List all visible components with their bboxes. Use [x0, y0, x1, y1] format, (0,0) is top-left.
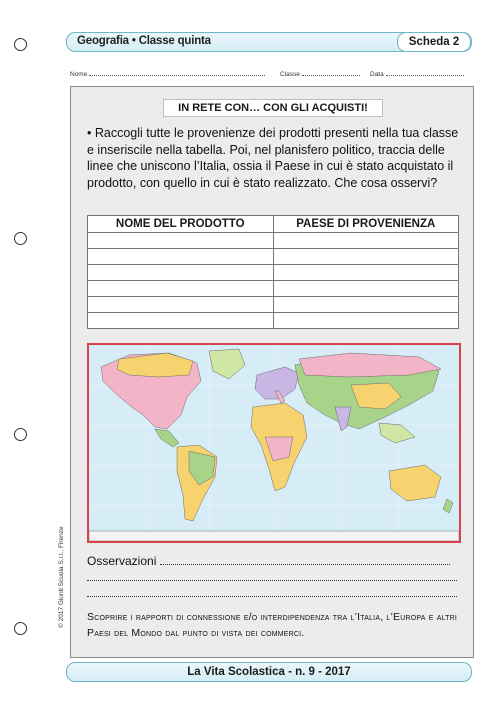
product-cell[interactable]: [88, 281, 274, 297]
table-row: [88, 313, 459, 329]
product-cell[interactable]: [88, 313, 274, 329]
worksheet-card: [70, 86, 474, 658]
table-row: [88, 281, 459, 297]
antarctica-shape: [89, 531, 459, 541]
greenland-shape: [209, 349, 245, 379]
sheet-badge: Scheda 2: [397, 32, 471, 52]
country-cell[interactable]: [273, 233, 459, 249]
footer-bar: La Vita Scolastica - n. 9 - 2017: [66, 662, 472, 682]
date-label: Data: [370, 71, 384, 78]
product-cell[interactable]: [88, 265, 274, 281]
class-field[interactable]: [302, 69, 360, 76]
product-cell[interactable]: [88, 297, 274, 313]
country-cell[interactable]: [273, 297, 459, 313]
instruction-text: • Raccogli tutte le provenienze dei prodotti presenti nella tua classe e inseriscile nella tabella. Poi, nel planisfero politico, traccia delle linee che uniscono l’Italia, ossia il Paese in cui è stato acquistato il prodotto, con quello in cui è stato realizzato. Che cosa osservi?: [87, 126, 459, 190]
product-cell[interactable]: [88, 233, 274, 249]
world-political-map[interactable]: [87, 343, 461, 543]
table-header-country: PAESE DI PROVENIENZA: [273, 216, 459, 233]
date-field[interactable]: [386, 69, 464, 76]
australia-shape: [389, 465, 441, 501]
observations-line[interactable]: [87, 570, 457, 581]
products-table: [87, 215, 459, 329]
observations-line[interactable]: [160, 554, 450, 565]
name-label: Nome: [70, 71, 88, 78]
table-row: [88, 249, 459, 265]
binder-hole: [14, 38, 27, 51]
table-row: [88, 233, 459, 249]
new-zealand-shape: [443, 499, 453, 513]
southeast-asia-shape: [379, 423, 415, 443]
class-label: Classe: [280, 71, 300, 78]
binder-hole: [14, 428, 27, 441]
learning-objective: Scoprire i rapporti di connessione e/o interdipendenza tra l’Italia, l’Europa e altri Paesi del Mondo dal punto di vista dei commerci.: [87, 611, 458, 639]
table-row: [88, 265, 459, 281]
student-fields: [70, 69, 470, 79]
country-cell[interactable]: [273, 313, 459, 329]
binder-hole: [14, 622, 27, 635]
worksheet-title: IN RETE CON… CON GLI ACQUISTI!: [163, 99, 383, 117]
world-map-drawing: [89, 345, 459, 541]
table-header-product: NOME DEL PRODOTTO: [88, 216, 274, 233]
observations-line[interactable]: [87, 586, 457, 597]
central-america-shape: [155, 429, 179, 447]
subject-label: Geografia • Classe quinta: [77, 35, 211, 47]
header-bar: [66, 32, 472, 52]
binder-hole: [14, 232, 27, 245]
copyright-note: © 2017 Giunti Scuola S.r.l., Firenze: [58, 526, 65, 628]
observations-label: Osservazioni: [87, 554, 157, 568]
country-cell[interactable]: [273, 265, 459, 281]
name-field[interactable]: [89, 69, 265, 76]
product-cell[interactable]: [88, 249, 274, 265]
table-row: [88, 297, 459, 313]
country-cell[interactable]: [273, 249, 459, 265]
observations-area: [87, 553, 461, 601]
country-cell[interactable]: [273, 281, 459, 297]
